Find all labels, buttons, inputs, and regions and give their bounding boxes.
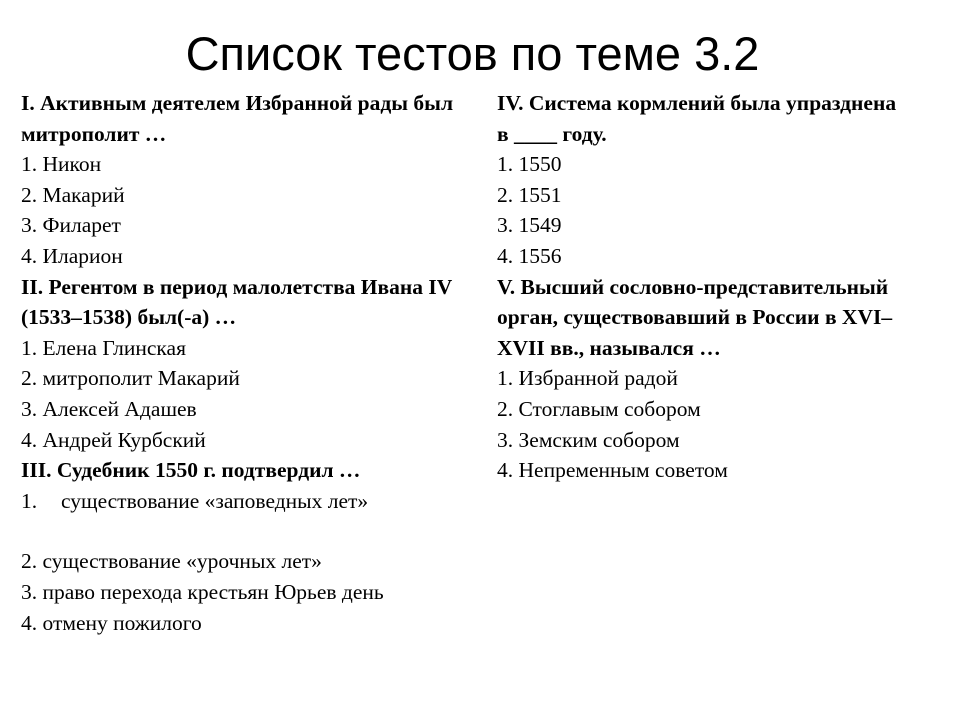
question-3-option-1 [21,486,461,517]
question-5-option-1: 1. Избранной радой [497,366,678,391]
question-3: III. Судебник 1550 г. подтвердил … [21,458,361,483]
question-5-option-2: 2. Стоглавым собором [497,396,701,421]
question-4-option-2: 2. 1551 [497,182,562,207]
question-3-option-3: 3. право перехода крестьян Юрьев день [21,579,384,604]
question-5-option-3: 3. Земским собором [497,427,680,452]
question-5: V. Высший сословно-представительный орган, существовавший в России в XVI–XVII вв., назывался … [497,274,893,360]
question-2: II. Регентом в период малолетства Ивана IV (1533–1538) был(-а) … [21,274,452,330]
question-3-option-4: 4. отмену пожилого [21,610,202,635]
spacer [21,516,461,546]
question-2-option-4: 4. Андрей Курбский [21,427,206,452]
question-1-option-4: 4. Иларион [21,243,123,268]
page-title: Список тестов по теме 3.2 [185,27,760,80]
question-4: IV. Система кормлений была упразднена в ____ году. [497,91,897,146]
question-4-option-4: 4. 1556 [497,243,562,268]
question-3-option-1-number: 1. [21,488,38,513]
question-4-option-3: 3. 1549 [497,213,562,238]
question-2-option-2: 2. митрополит Макарий [21,366,240,391]
question-2-option-1: 1. Елена Глинская [21,335,186,360]
question-2-option-3: 3. Алексей Адашев [21,396,197,421]
question-3-option-1-text: существование «заповедных лет» [61,488,369,513]
question-1: I. Активным деятелем Избранной рады был митрополит … [21,91,454,146]
left-column [21,88,461,638]
question-4-option-1: 1. 1550 [497,152,562,177]
question-1-option-1: 1. Никон [21,152,102,177]
right-column [497,88,907,486]
question-3-option-2: 2. существование «урочных лет» [21,549,322,574]
question-5-option-4: 4. Непременным советом [497,458,728,483]
question-1-option-3: 3. Филарет [21,213,121,238]
question-1-option-2: 2. Макарий [21,182,125,207]
